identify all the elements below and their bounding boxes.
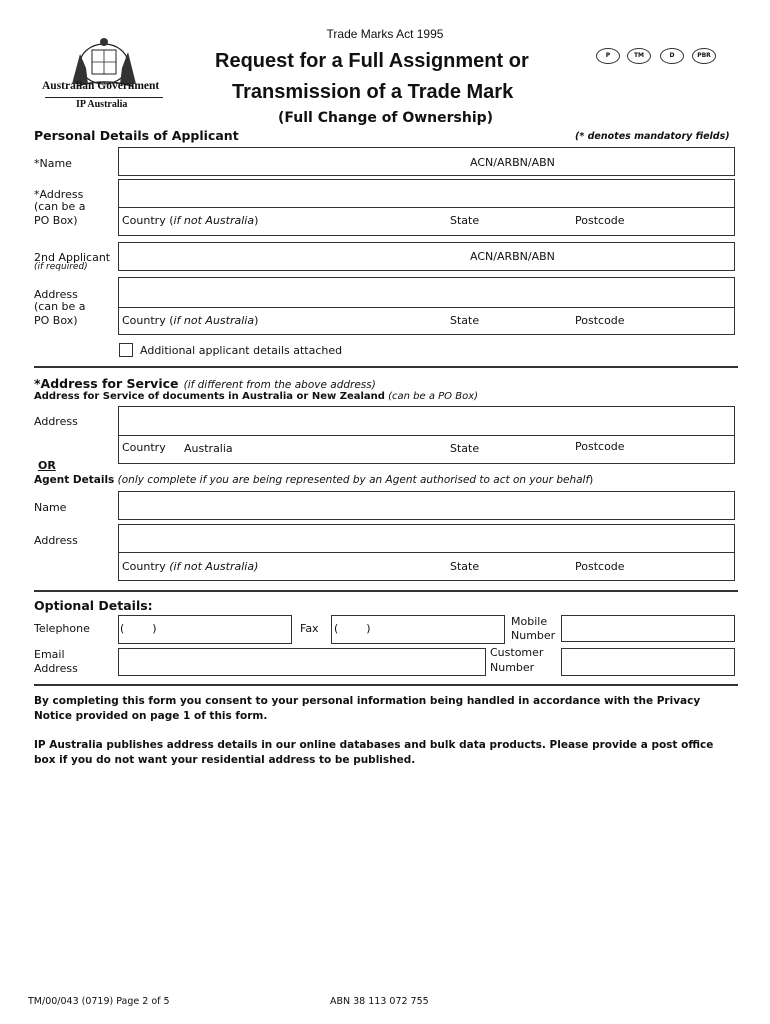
service-postcode-label: Postcode (575, 440, 625, 453)
service-subtitle-note: (can be a PO Box) (388, 391, 479, 402)
second-country-close: ) (254, 314, 259, 327)
country-label-close: ) (254, 214, 259, 227)
acn-label: ACN/ARBN/ABN (470, 156, 555, 169)
agent-country-text: Country (122, 560, 166, 573)
logo-divider (45, 97, 163, 98)
second-applicant-label: 2nd Applicant (34, 251, 111, 264)
second-address-label-3: PO Box) (34, 314, 78, 327)
second-state-label: State (450, 314, 480, 327)
country-label (122, 214, 258, 227)
state-label: State (450, 214, 480, 227)
agent-address-label: Address (34, 534, 78, 547)
postcode-label: Postcode (575, 214, 625, 227)
agency-name: IP Australia (76, 99, 128, 110)
badge-d: D (660, 48, 684, 64)
optional-title: Optional Details: (34, 598, 153, 613)
page-title-line1: Request for a Full Assignment or (215, 50, 529, 72)
agent-name-label: Name (34, 501, 67, 514)
additional-applicant-label: Additional applicant details attached (140, 344, 343, 357)
additional-applicant-checkbox[interactable] (119, 343, 133, 357)
mobile-label-2: Number (511, 629, 556, 642)
applicant-name-field[interactable] (118, 147, 735, 176)
second-postcode-label: Postcode (575, 314, 625, 327)
name-label: *Name (34, 157, 72, 170)
fax-label: Fax (300, 622, 319, 635)
badge-p: P (596, 48, 620, 64)
second-address-divider (118, 307, 735, 308)
address-divider (118, 207, 735, 208)
service-subtitle-bold: Address for Service of documents in Australia or New Zealand (34, 391, 385, 402)
second-country-text: Country ( (122, 314, 174, 327)
address-label-1: *Address (34, 188, 84, 201)
service-country-label: Country (122, 441, 166, 454)
privacy-notice: By completing this form you consent to your personal information being handled in accordance with the Privacy Notice provided on page 1 of this form. (34, 695, 701, 722)
address-label-2: (can be a (34, 200, 86, 213)
agent-state-label: State (450, 560, 480, 573)
second-acn-label: ACN/ARBN/ABN (470, 250, 555, 263)
service-title (34, 373, 376, 392)
agent-details-close: ) (589, 474, 594, 486)
publish-notice: IP Australia publishes address details in our online databases and bulk data products. Please provide a post office box if you do not want your residential address to be published. (34, 739, 714, 766)
email-label-1: Email (34, 648, 65, 661)
telephone-label: Telephone (34, 622, 90, 635)
page-subtitle: (Full Change of Ownership) (278, 110, 494, 126)
email-label-2: Address (34, 662, 78, 675)
customer-number-field[interactable] (561, 648, 735, 676)
second-address-label-2: (can be a (34, 300, 86, 313)
mobile-label-1: Mobile (511, 615, 548, 628)
agent-country-italic: (if not Australia) (169, 560, 259, 573)
country-label-text: Country ( (122, 214, 174, 227)
agent-postcode-label: Postcode (575, 560, 625, 573)
divider-1 (34, 366, 738, 368)
page-title-line2: Transmission of a Trade Mark (232, 81, 514, 103)
agent-country-label (122, 560, 258, 573)
form-code: TM/00/043 (0719) Page 2 of 5 (28, 996, 170, 1007)
divider-3 (34, 684, 738, 686)
or-label: OR (38, 459, 56, 472)
mandatory-note: (* denotes mandatory fields) (575, 131, 730, 142)
service-address-label: Address (34, 415, 78, 428)
service-state-label: State (450, 442, 480, 455)
second-country-label (122, 314, 258, 327)
telephone-value: ( ) (120, 622, 157, 635)
country-label-italic: if not Australia (173, 214, 255, 227)
address-label-3: PO Box) (34, 214, 78, 227)
agent-name-field[interactable] (118, 491, 735, 520)
logo (42, 34, 167, 114)
second-country-italic: if not Australia (173, 314, 255, 327)
mobile-field[interactable] (561, 615, 735, 642)
service-title-text: *Address for Service (34, 376, 179, 391)
act-name: Trade Marks Act 1995 (326, 27, 444, 41)
service-country-value: Australia (184, 442, 233, 455)
email-field[interactable] (118, 648, 486, 676)
second-applicant-note: (if required) (34, 262, 88, 272)
customer-label-1: Customer (490, 646, 544, 659)
section-applicant-title: Personal Details of Applicant (34, 128, 239, 143)
abn: ABN 38 113 072 755 (330, 996, 429, 1007)
badge-tm: TM (627, 48, 651, 64)
second-address-label-1: Address (34, 288, 78, 301)
fax-value: ( ) (334, 622, 371, 635)
agent-details-heading (34, 474, 593, 486)
service-title-note: (if different from the above address) (183, 379, 376, 391)
customer-label-2: Number (490, 661, 535, 674)
agent-details-bold: Agent Details (34, 474, 115, 486)
service-address-divider (118, 435, 735, 436)
agent-details-note: (only complete if you are being represented by an Agent authorised to act on your behalf (117, 474, 590, 486)
divider-2 (34, 590, 738, 592)
gov-name: Australian Government (42, 80, 160, 92)
service-subtitle (34, 391, 478, 402)
second-applicant-name-field[interactable] (118, 242, 735, 271)
agent-address-divider (118, 552, 735, 553)
badge-pbr: PBR (692, 48, 716, 64)
